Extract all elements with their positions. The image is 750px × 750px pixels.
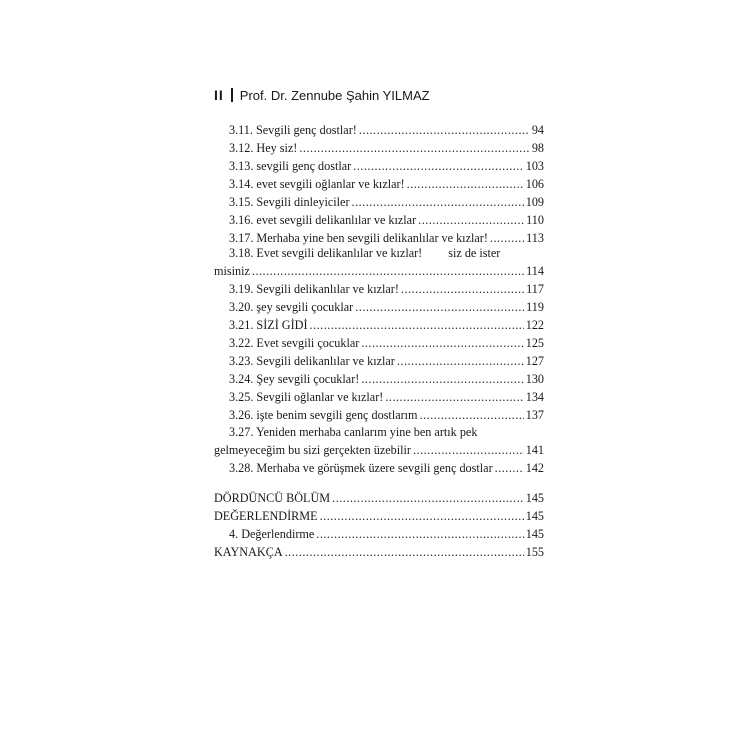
dot-leader [299, 140, 529, 156]
toc-entry-page: 145 [525, 491, 544, 505]
dot-leader [407, 176, 524, 192]
toc-entry-page: 110 [526, 213, 544, 227]
dot-leader [385, 389, 523, 405]
toc-entry-label: 3.24. Şey sevgili çocuklar! [229, 372, 360, 386]
toc-entry-label: 3.23. Sevgili delikanlılar ve kızlar [229, 354, 395, 368]
toc-entry-page: 145 [525, 509, 544, 523]
toc-entry-3-26[interactable] [229, 407, 544, 423]
dot-leader [285, 544, 524, 560]
toc-entry-3-14[interactable] [229, 176, 544, 192]
toc-entry-3-15[interactable] [229, 194, 544, 210]
toc-entry-label: 3.14. evet sevgili oğlanlar ve kızlar! [229, 177, 405, 191]
toc-entry-3-11[interactable] [229, 122, 544, 138]
toc-entry-label: 3.11. Sevgili genç dostlar! [229, 123, 357, 137]
dot-leader [353, 158, 524, 174]
toc-entry-3-17[interactable] [229, 230, 544, 246]
toc-entry-page: 125 [525, 336, 544, 350]
toc-entry-3-27-line-2[interactable] [214, 442, 544, 458]
toc-entry-label: 3.22. Evet sevgili çocuklar [229, 336, 360, 350]
toc-references[interactable] [214, 544, 544, 560]
toc-evaluation[interactable] [214, 508, 544, 524]
toc-entry-page: 127 [525, 354, 544, 368]
toc-entry-label: 3.13. sevgili genç dostlar [229, 159, 352, 173]
toc-entry-3-24[interactable] [229, 371, 544, 387]
toc-entry-page: 98 [531, 141, 544, 155]
dot-leader [361, 335, 523, 351]
toc-entry-page: 119 [526, 300, 544, 314]
toc-entry-3-23[interactable] [229, 353, 544, 369]
toc-entry-3-12[interactable] [229, 140, 544, 156]
author-name: Prof. Dr. Zennube Şahin YILMAZ [239, 88, 430, 103]
toc-entry-label-continued: siz de ister [448, 246, 501, 260]
dot-leader [352, 194, 524, 210]
toc-entry-label: 3.18. Evet sevgili delikanlılar ve kızlar! [229, 246, 423, 260]
toc-entry-3-13[interactable] [229, 158, 544, 174]
toc-entry-page: 94 [531, 123, 544, 137]
toc-entry-page: 141 [525, 443, 544, 457]
toc-entry-page: 130 [525, 372, 544, 386]
dot-leader [413, 442, 524, 458]
toc-entry-page: 103 [525, 159, 544, 173]
toc-entry-label-wrap: misiniz [214, 264, 250, 278]
toc-entry-3-28[interactable] [229, 460, 544, 476]
toc-entry-3-18-line-1[interactable] [229, 245, 544, 261]
toc-entry-3-20[interactable] [229, 299, 544, 315]
toc-entry-label: DEĞERLENDİRME [214, 509, 318, 523]
toc-entry-label: 3.16. evet sevgili delikanlılar ve kızlar [229, 213, 417, 227]
toc-entry-4[interactable] [229, 526, 544, 542]
toc-entry-page: 109 [525, 195, 544, 209]
toc-entry-page: 134 [525, 390, 544, 404]
toc-entry-3-18-line-2[interactable] [214, 263, 544, 279]
dot-leader [418, 212, 524, 228]
dot-leader [359, 122, 530, 138]
dot-leader [310, 317, 524, 333]
dot-leader [361, 371, 523, 387]
toc-entry-page: 114 [526, 264, 544, 278]
toc-entry-label: 3.15. Sevgili dinleyiciler [229, 195, 350, 209]
toc-entry-label: 3.20. şey sevgili çocuklar [229, 300, 354, 314]
toc-entry-3-27-line-1[interactable] [229, 424, 544, 440]
dot-leader [401, 281, 524, 297]
toc-entry-3-21[interactable] [229, 317, 544, 333]
dot-leader [320, 508, 524, 524]
toc-entry-label: 3.28. Merhaba ve görüşmek üzere sevgili genç dostlar [229, 461, 493, 475]
dot-leader [397, 353, 524, 369]
toc-entry-page: 122 [525, 318, 544, 332]
toc-entry-label: KAYNAKÇA [214, 545, 283, 559]
toc-entry-3-22[interactable] [229, 335, 544, 351]
toc-entry-label: DÖRDÜNCÜ BÖLÜM [214, 491, 331, 505]
dot-leader [332, 490, 524, 506]
toc-chapter-4[interactable] [214, 490, 544, 506]
dot-leader [420, 407, 524, 423]
page-number: II [214, 87, 224, 103]
toc-entry-label: 3.26. işte benim sevgili genç dostlarım [229, 408, 418, 422]
toc-entry-label: 3.21. SİZİ GİDİ [229, 318, 308, 332]
toc-entry-page: 155 [525, 545, 544, 559]
toc-entry-page: 106 [525, 177, 544, 191]
toc-entry-label: 3.12. Hey siz! [229, 141, 298, 155]
toc-entry-page: 142 [525, 461, 544, 475]
dot-leader [490, 230, 524, 246]
toc-entry-label: 3.17. Merhaba yine ben sevgili delikanlılar ve kızlar! [229, 231, 488, 245]
toc-entry-3-25[interactable] [229, 389, 544, 405]
toc-entry-page: 137 [525, 408, 544, 422]
toc-entry-page: 145 [525, 527, 544, 541]
toc-entry-label: 3.25. Sevgili oğlanlar ve kızlar! [229, 390, 384, 404]
toc-entry-3-19[interactable] [229, 281, 544, 297]
dot-leader [252, 263, 524, 279]
toc-entry-3-16[interactable] [229, 212, 544, 228]
toc-entry-page: 113 [526, 231, 544, 245]
toc-entry-page: 117 [526, 282, 544, 296]
toc-entry-label-wrap: gelmeyeceğim bu sizi gerçekten üzebilir [214, 443, 411, 457]
toc-entry-label: 4. Değerlendirme [229, 527, 315, 541]
dot-leader [355, 299, 524, 315]
toc-entry-label: 3.19. Sevgili delikanlılar ve kızlar! [229, 282, 399, 296]
dot-leader [495, 460, 524, 476]
toc-entry-label: 3.27. Yeniden merhaba canlarım yine ben artık pek [229, 425, 478, 439]
dot-leader [316, 526, 523, 542]
